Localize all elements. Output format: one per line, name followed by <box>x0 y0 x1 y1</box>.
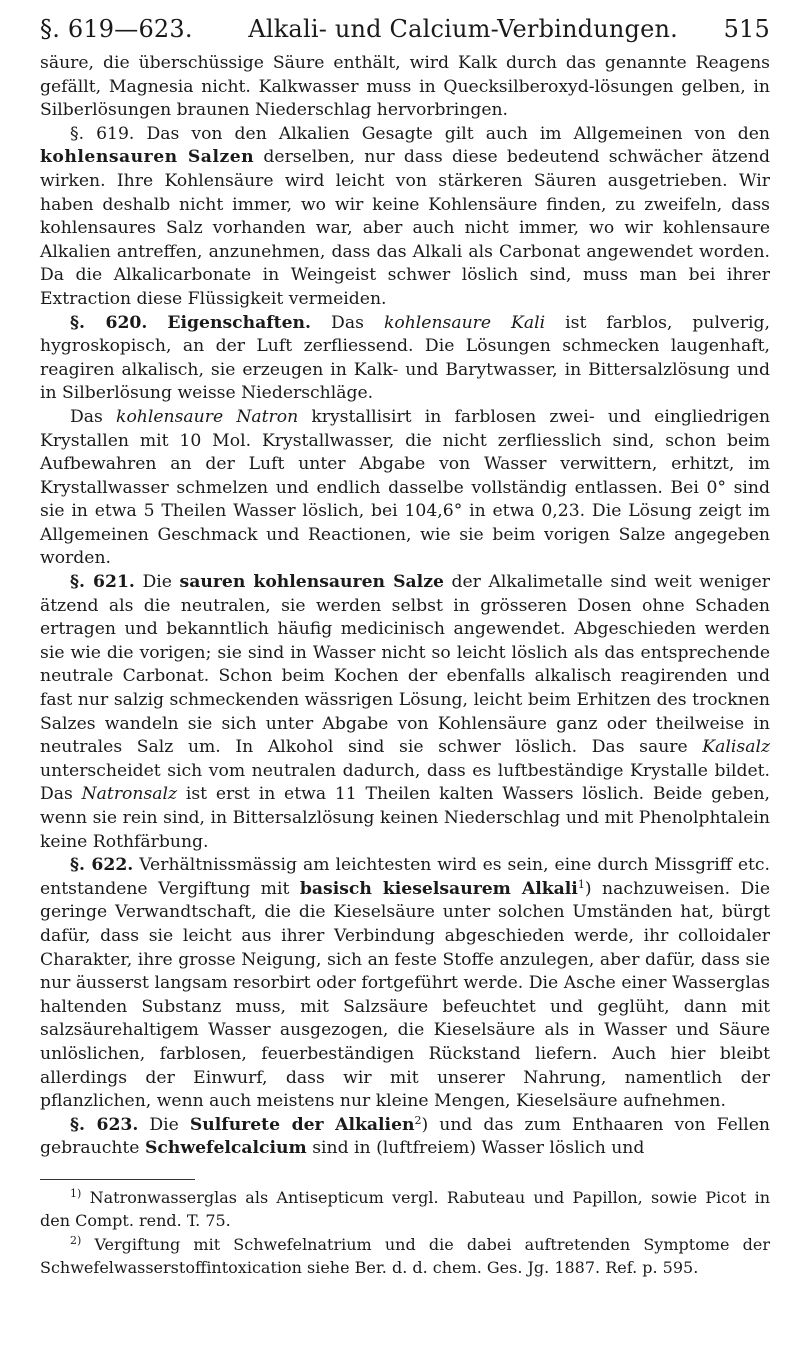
paragraph-text: säure, die überschüssige Säure enthält, wird Kalk durch das genannte Reagens gefällt, Magnesia nicht. Kalkwasser muss in Quecksilberoxyd-lösungen gelben, in Silberlösungen braunen Niederschlag hervorbringen. <box>40 53 770 121</box>
section-number: §. 621. <box>70 572 135 593</box>
paragraph-text: Verhältnissmässig am leichtesten wird es sein, eine durch Missgriff etc. entstandene Vergiftung mit <box>40 855 770 899</box>
running-header <box>40 14 770 44</box>
page <box>40 14 770 1280</box>
footnote-1 <box>40 1186 770 1233</box>
paragraph-text: ist farblos, pulverig, hygroskopisch, an der Luft zerfliessend. Die Lösungen schmecken laugenhaft, reagiren alkalisch, sie erzeugen in Kalk- und Barytwasser, in Bittersalzlösung und in Silberlösung weisse Niederschläge. <box>40 312 771 404</box>
italic-term: Kalisalz <box>702 737 770 758</box>
paragraph-620 <box>40 312 770 406</box>
keyword: Sulfurete der Alkalien <box>189 1114 415 1135</box>
section-number: §. 622. <box>70 855 134 876</box>
footnote-mark: 1) <box>70 1186 82 1200</box>
paragraph-text: der Alkalimetalle sind weit weniger ätzend als die neutralen, sie werden selbst in grösseren Dosen ohne Schaden ertragen und bekanntlich häufig medicinisch angewendet. Abgeschieden werden sie wie die vorigen; sie sind in Wasser nicht so leicht löslich als das entsprechende neutrale Carbonat. Schon beim Kochen der ebenfalls alkalisch reagirenden und fast nur salzig schmeckenden wässrigen Lösung, leicht beim Erhitzen des trocknen Salzes wandeln sie sich unter Abgabe von Kohlensäure ganz oder theilweise in neutrales Salz um. In Alkohol sind sie schwer löslich. Das saure <box>40 572 771 758</box>
header-section-range: §. 619—623. <box>40 15 193 43</box>
footnote-text: Vergiftung mit Schwefelnatrium und die dabei auftretenden Symptome der Schwefelwasserstoffintoxication siehe Ber. d. d. chem. Ges. Jg. 1887. Ref. p. 595. <box>40 1234 770 1278</box>
section-number: §. 620. <box>70 312 148 333</box>
paragraph-text: Das <box>331 312 364 333</box>
keyword: Schwefelcalcium <box>144 1138 307 1159</box>
paragraph-text: nachzuweisen. Die geringe Verwandtschaft, die die Kieselsäure unter solchen Umständen hat, bürgt dafür, dass sie leicht aus ihrer Verbindung abgeschieden werde, ihr colloidaler Charakter, ihre grosse Neigung, sich an feste Stoffe anzulegen, aber dafür, dass sie nur äusserst langsam resorbirt oder fortgeführt werde. Die Asche einer Wasserglas haltenden Substanz muss, mit Salzsäure befeuchtet und geglüht, dann mit salzsäurehaltigem Wasser ausgezogen, die Kieselsäure als in Wasser und Säure unlöslichen, farblosen, feuerbeständigen Rückstand liefern. Auch hier bleibt allerdings der Einwurf, dass wir mit unserer Nahrung, namentlich der pflanzlichen, wenn auch meistens nur kleine Mengen, Kieselsäure aufnehmen. <box>40 878 770 1112</box>
paragraph-text: krystallisirt in farblosen zwei- und eingliedrigen Krystallen mit 10 Mol. Krystallwasser, die nicht zerfliesslich sind, schon beim Aufbewahren an der Luft unter Abgabe von Wasser verwittern, erhitzt, im Krystallwasser schmelzen und endlich dasselbe vollständig entlassen. Bei 0° sind sie in etwa 5 Theilen Wasser löslich, bei 104,6° in etwa 0,23. Die Lösung zeigt im Allgemeinen Geschmack und Reactionen, wie sie beim vorigen Salze angegeben worden. <box>40 406 771 569</box>
section-heading: Eigenschaften. <box>167 312 312 333</box>
keyword: kohlensauren Salzen <box>40 147 255 168</box>
paragraph-622: §. 622. Verhältnissmässig am leichtesten wird es sein, eine durch Missgriff etc. entstandene Vergiftung mit basisch kieselsaurem Alkali$^1$) nachzuweisen. Die geringe Verwandtschaft, die die Kieselsäure unter solchen Umständen hat, bürgt dafür, dass sie leicht aus ihrer Verbindung abgeschieden werde, ihr colloidaler Charakter, ihre grosse Neigung, sich an feste Stoffe anzulegen, aber dafür, dass sie nur äusserst langsam resorbirt oder fortgeführt werde. Die Asche einer Wasserglas haltenden Substanz muss, mit Salzsäure befeuchtet und geglüht, dann mit salzsäurehaltigem Wasser ausgezogen, die Kieselsäure als in Wasser und Säure unlöslichen, farblosen, feuerbeständigen Rückstand liefern. Auch hier bleibt allerdings der Einwurf, dass wir mit unserer Nahrung, namentlich der pflanzlichen, wenn auch meistens nur kleine Mengen, Kieselsäure aufnehmen. <box>40 855 770 1112</box>
footnote-divider <box>40 1179 195 1180</box>
paragraph-text: derselben, nur dass diese bedeutend schwächer ätzend wirken. Ihre Kohlensäure wird leicht von stärkeren Säuren ausgetrieben. Wir haben deshalb nicht immer, wo wir keine Kohlensäure finden, zu zweifeln, dass kohlensaures Salz vorhanden war, aber auch nicht immer, wo wir kohlensaure Alkalien antreffen, anzunehmen, dass das Alkali als Carbonat angewendet worden. Da die Alkalicarbonate in Weingeist schwer löslich sind, muss man bei ihrer Extraction diese Flüssigkeit vermeiden. <box>40 147 770 309</box>
footnote-ref[interactable]: 2 <box>414 1113 422 1127</box>
keyword: sauren kohlensauren Salze <box>179 572 444 593</box>
paragraph-621 <box>40 571 770 854</box>
paragraph-text: und das zum Enthaaren von Fellen gebrauchte <box>40 1114 770 1159</box>
paragraph-text: sind in (luftfreiem) Wasser löslich und <box>312 1138 645 1159</box>
paragraph-text: Die <box>149 1114 179 1135</box>
italic-term: Natronsalz <box>81 784 178 805</box>
header-title: Alkali- und Calcium-Verbindungen. <box>248 15 679 43</box>
body-text <box>40 52 770 1161</box>
paragraph-620-natron <box>40 406 770 571</box>
section-number: §. 623. <box>70 1114 139 1135</box>
paragraph-text: Das von den Alkalien Gesagte gilt auch im Allgemeinen von den <box>146 123 770 144</box>
footnote-mark: 2) <box>70 1233 82 1247</box>
paragraph-text: unterscheidet sich vom neutralen dadurch, dass es luftbeständige Krystalle bildet. Das <box>40 760 770 805</box>
footnotes <box>40 1186 770 1280</box>
italic-term: kohlensaure Natron <box>116 406 299 427</box>
section-number: §. 619. <box>70 123 135 144</box>
paragraph-text: Die <box>142 572 172 593</box>
footnote-ref[interactable]: 1 <box>577 877 585 891</box>
paragraph-text: Das <box>70 406 103 427</box>
footnote-2 <box>40 1233 770 1280</box>
paragraph-continuation <box>40 52 770 123</box>
keyword: basisch kieselsaurem Alkali <box>299 878 578 899</box>
paragraph-619 <box>40 123 770 312</box>
footnote-text: Natronwasserglas als Antisepticum vergl. Rabuteau und Papillon, sowie Picot in den Compt. rend. T. 75. <box>40 1187 770 1231</box>
page-number: 515 <box>723 15 770 43</box>
italic-term: kohlensaure Kali <box>383 312 546 333</box>
paragraph-623: §. 623. Die Sulfurete der Alkalien$^2$) und das zum Enthaaren von Fellen gebrauchte Schwefelcalcium sind in (luftfreiem) Wasser löslich und <box>40 1113 770 1159</box>
paragraph-text: ist erst in etwa 11 Theilen kalten Wassers löslich. Beide geben, wenn sie rein sind, in Bittersalzlösung keinen Niederschlag und mit Phenolphtalein keine Rothfärbung. <box>40 784 770 852</box>
